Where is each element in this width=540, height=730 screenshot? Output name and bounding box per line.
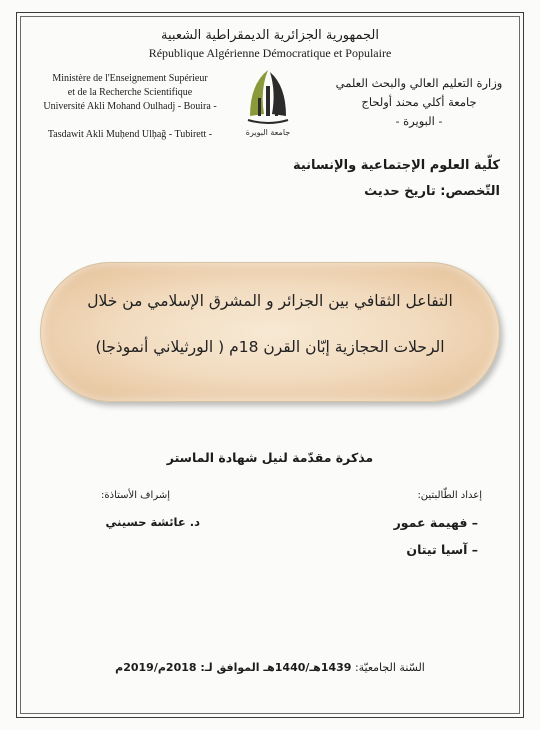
students-label: إعداد الطّالبتين:	[417, 490, 482, 501]
ministry-fr-line3: Université Akli Mohand Oulhadj - Bouira -	[43, 101, 217, 112]
republic-name-arabic: الجمهورية الجزائرية الديمقراطية الشعبية	[161, 28, 379, 43]
ministry-block-french	[30, 72, 230, 142]
faculty-name: كلّية العلوم الإجتماعية والإنسانية	[292, 158, 500, 173]
ministry-block-arabic	[334, 74, 504, 131]
student-name-2: – آسيا تيتان	[406, 542, 478, 557]
academic-year	[0, 661, 540, 674]
ministry-ar-line1: وزارة التعليم العالي والبحث العلمي	[335, 76, 503, 90]
ministry-fr-line4: Tasdawit Akli Muḥend Ulḥağ - Tubirett -	[47, 129, 213, 140]
specialty: التّخصص: تاريخ حديث	[364, 184, 500, 199]
student-name-1: – فهيمة عمور	[393, 515, 478, 530]
republic-name-french: République Algérienne Démocratique et Populaire	[148, 46, 392, 60]
thesis-title-line1: التفاعل الثقافي بين الجزائر و المشرق الإسلامي من خلال	[87, 292, 453, 310]
academic-year-label: السّنة الجامعيّة:	[354, 661, 425, 674]
supervisor-label: إشراف الأستاذة:	[101, 490, 170, 501]
ministry-fr-line2: et de la Recherche Scientifique	[67, 87, 193, 98]
academic-year-value: 1439هـ/1440هـ الموافق لـ: 2018م/2019م	[115, 661, 352, 674]
ministry-ar-line2: جامعة أكلي محند أولحاج	[361, 95, 477, 109]
university-logo-icon	[240, 64, 296, 140]
logo-caption: جامعة البويرة	[245, 128, 291, 137]
memo-statement: مذكرة مقدّمة لنيل شهادة الماستر	[166, 450, 374, 465]
title-banner	[40, 262, 500, 402]
thesis-title-line2: الرحلات الحجازية إبّان القرن 18م ( الورثيلاني أنموذجا)	[95, 338, 445, 356]
supervisor-name: د. عائشة حسيني	[105, 515, 200, 529]
ministry-fr-line1: Ministère de l'Enseignement Supérieur	[52, 73, 208, 84]
ministry-ar-line3: - البويرة -	[395, 114, 443, 128]
